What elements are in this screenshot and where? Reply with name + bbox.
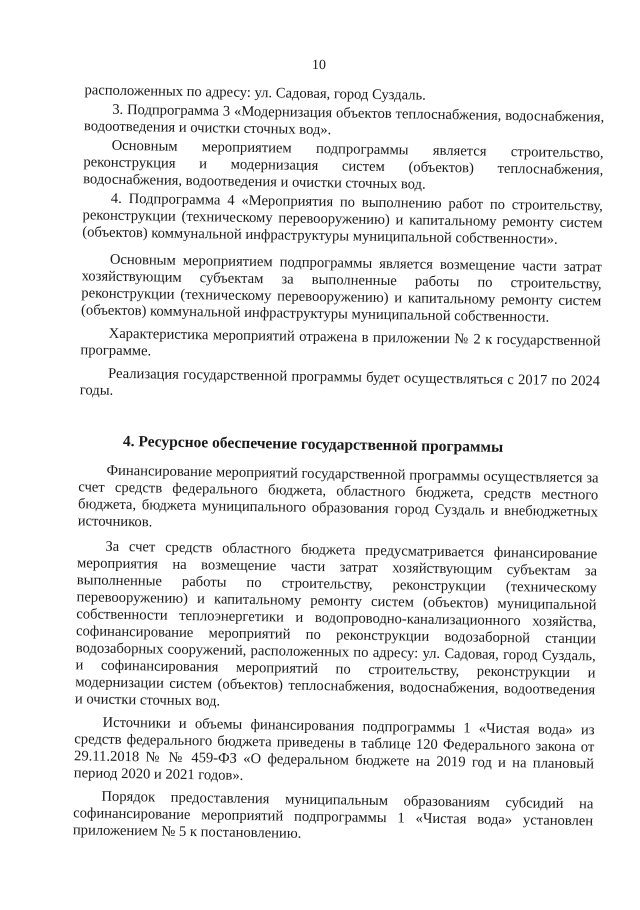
- page-number: 10: [311, 57, 327, 74]
- paragraph-address-end: расположенных по адресу: ул. Садовая, город Суздаль.: [84, 82, 426, 104]
- paragraph-financing-sources: Финансирование мероприятий государственной программы осуществляется за счет средств федерального бюджета, областного бюджета, средств местного бюджета, бюджета муниципального образования город Суздаль и внебюджетных источников.: [77, 462, 599, 531]
- paragraph-subprogram-4-main: Основным мероприятием подпрограммы является возмещение части затрат хозяйствующим субъектам за выполненные работы по строительству, реконструкции (техническому перевооружению) и капитальному ремонту систем (объектов) коммунальной инфраструктуры муниципальной собственности.: [80, 251, 602, 326]
- paragraph-subprogram-3-main: Основным мероприятием подпрограммы является строительство, реконструкция и модернизация систем (объектов) теплоснабжения, водоснабжения, водоотведения и очистки сточных вод.: [83, 137, 604, 193]
- paragraph-regional-budget: За счет средств областного бюджета предусматривается финансирование мероприятия на возмещение части затрат хозяйствующим субъектам за выполненные работы по строительству, реконструкции (техническому перевооружению) и капитальному ремонту систем (объектов) муниципальной собственности теплоэнергетики и водопроводно-канализационного хозяйства, софинансирование мероприятий по реконструкции водозаборной станции водозаборных сооружений, расположенных по адресу: ул. Садовая, город Суздаль, и софинансирования мероприятий по строительству, реконструкции и модернизации систем (объектов) теплоснабжения, водоснабжения, водоотведения и очистки сточных вод.: [74, 538, 598, 710]
- paragraph-federal-sources: Источники и объемы финансирования подпрограммы 1 «Чистая вода» из средств федерального бюджета приведены в таблице 120 Федерального закона от 29.11.2018 № № 459-ФЗ «О федеральном бюджете на 2019 год и на плановый период 2020 и 2021 годов».: [73, 714, 595, 784]
- section-heading: 4. Ресурсное обеспечение государственной программы: [122, 432, 504, 456]
- paragraph-subprogram-4: 4. Подпрограмма 4 «Мероприятия по выполнению работ по строительству, реконструкции (техническому перевооружению) и капитальному ремонту систем (объектов) коммунальной инфраструктуры муниципальной собственности».: [82, 190, 603, 248]
- text-block-top: [80, 82, 605, 407]
- text-block-bottom: [73, 462, 599, 847]
- paragraph-implementation-period: Реализация государственной программы будет осуществляться с 2017 по 2024 годы.: [79, 365, 601, 399]
- paragraph-characteristics: Характеристика мероприятий отражена в приложении № 2 к государственной программе.: [80, 325, 601, 360]
- paragraph-subsidy-procedure: Порядок предоставления муниципальным образованиям субсидий на софинансирование мероприятий подпрограммы 1 «Чистая вода» установлен приложением № 5 к постановлению.: [72, 788, 594, 842]
- paragraph-subprogram-3: 3. Подпрограмма 3 «Модернизация объектов теплоснабжения, водоснабжения, водоотведения и очистки сточных вод».: [83, 101, 605, 139]
